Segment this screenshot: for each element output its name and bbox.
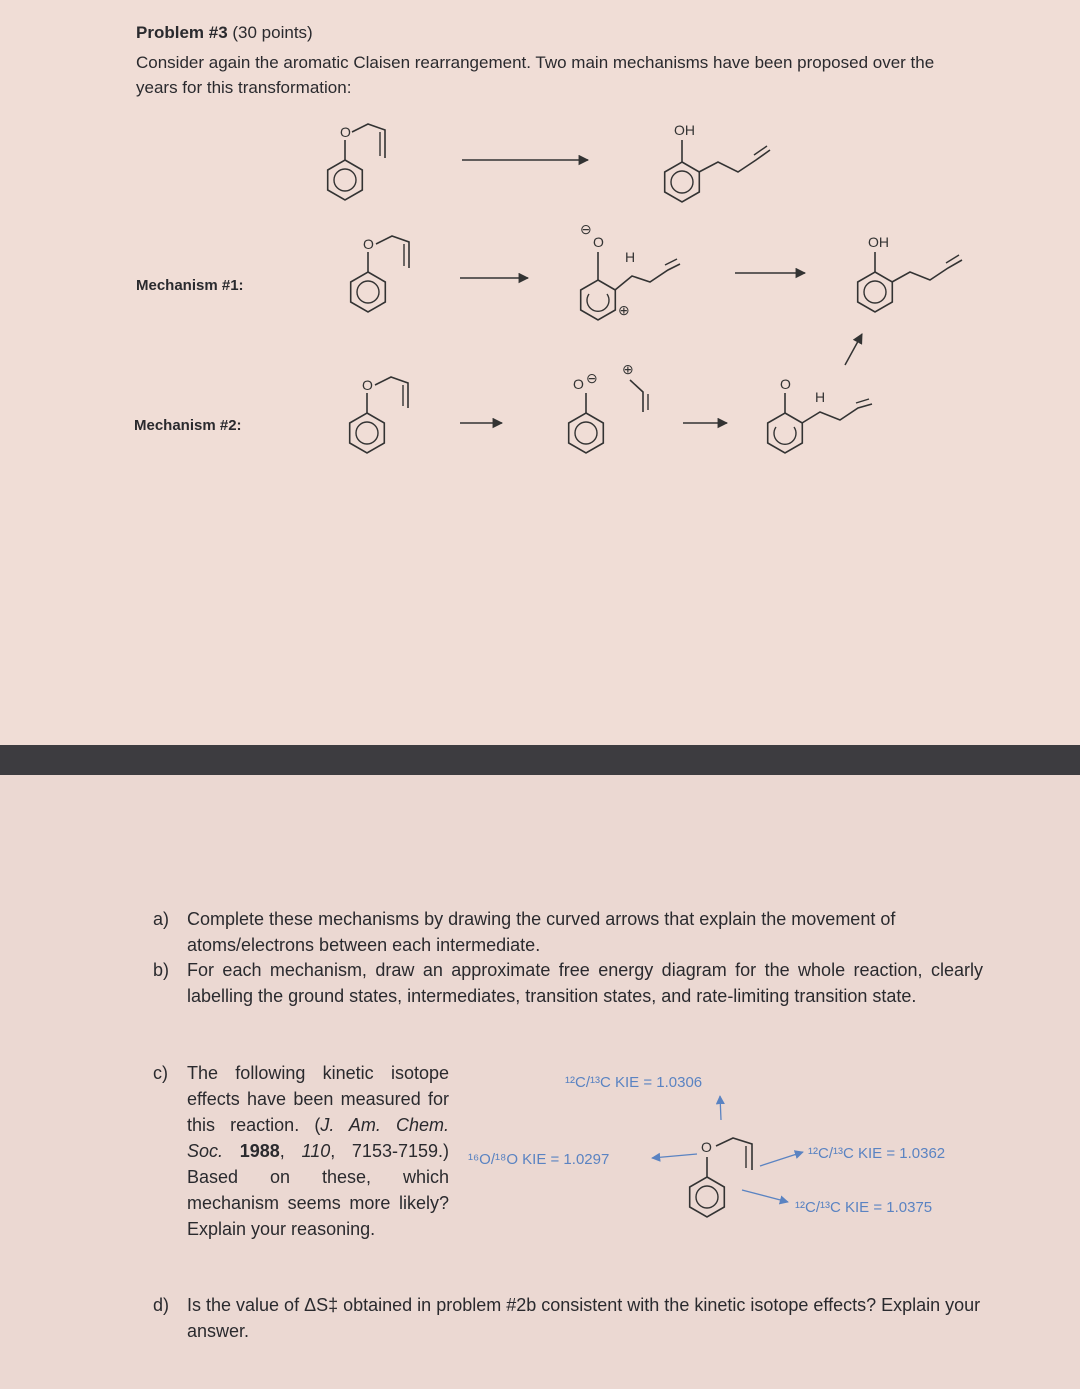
m2-negative-charge: ⊖ bbox=[586, 370, 598, 386]
m2-to-product-arrow bbox=[845, 334, 862, 365]
mechanism-1-label: Mechanism #1: bbox=[136, 277, 244, 294]
hydroxyl-label: OH bbox=[674, 122, 695, 138]
kie-ether-oxygen: O bbox=[701, 1139, 712, 1155]
question-c-text-2: , 7153-7159.) Based on these, which mechanism seems more likely? Explain your reasoning. bbox=[187, 1141, 449, 1239]
m1-ipso-hydrogen: H bbox=[625, 249, 636, 265]
question-a-text: Complete these mechanisms by drawing the curved arrows that explain the movement of atoms/electrons between each intermediate. bbox=[187, 909, 896, 955]
question-b-text: For each mechanism, draw an approximate free energy diagram for the whole reaction, clearly labelling the ground states, intermediates, transition states, and rate-limiting transition state. bbox=[187, 960, 983, 1006]
kie-oxygen-arrow bbox=[652, 1154, 697, 1158]
m1-ether-oxygen: O bbox=[363, 236, 374, 252]
question-c-letter: c) bbox=[153, 1063, 168, 1083]
kie-terminal-arrow bbox=[760, 1152, 803, 1166]
m2-dienone-intermediate bbox=[768, 376, 872, 453]
m1-starting-ether bbox=[351, 236, 409, 312]
question-c-text-1: The following kinetic isotope effects have been measured for this reaction. ( bbox=[187, 1063, 449, 1135]
m2-ipso-hydrogen: H bbox=[815, 389, 826, 405]
question-c-volume: 110 bbox=[301, 1141, 331, 1161]
m2-ether-oxygen: O bbox=[362, 377, 373, 393]
question-b-letter: b) bbox=[153, 960, 170, 980]
kie-top-label: ¹²C/¹³C KIE = 1.0306 bbox=[565, 1074, 703, 1091]
question-d-letter: d) bbox=[153, 1295, 170, 1315]
problem-intro: Consider again the aromatic Claisen rearrangement. Two main mechanisms have been proposed over the years for this transformation: bbox=[136, 53, 935, 97]
question-c-text: The following kinetic isotope effects have been measured for this reaction. (J. Am. Chem. Soc. 1988, 110, 7153-7159.) Based on these, which mechanism seems more likely? Explain your reasoning. bbox=[187, 1063, 449, 1239]
allyl-phenyl-ether-structure bbox=[328, 124, 385, 200]
kie-ring-label: ¹²C/¹³C KIE = 1.0375 bbox=[795, 1199, 933, 1216]
m2-starting-ether bbox=[350, 377, 408, 453]
m2-carbonyl-oxygen: O bbox=[780, 376, 791, 392]
m1-product-hydroxyl: OH bbox=[868, 234, 889, 250]
m2-allyl-cation-charge: ⊕ bbox=[622, 361, 634, 377]
kie-substrate-structure bbox=[690, 1138, 752, 1217]
m2-ion-pair bbox=[569, 361, 648, 453]
problem-title-points: (30 points) bbox=[227, 23, 313, 42]
m1-zwitterion-intermediate bbox=[580, 221, 680, 320]
ether-oxygen-atom: O bbox=[340, 124, 351, 140]
m1-negative-charge: ⊖ bbox=[580, 221, 592, 237]
question-c-journal: J. Am. Chem. Soc. bbox=[187, 1115, 449, 1161]
m2-phenoxide-oxygen: O bbox=[573, 376, 584, 392]
question-a-letter: a) bbox=[153, 909, 170, 929]
m1-product-phenol bbox=[858, 234, 962, 312]
problem-title-bold: Problem #3 bbox=[136, 23, 228, 42]
m1-positive-charge: ⊕ bbox=[618, 302, 630, 318]
kie-ring-arrow bbox=[742, 1190, 788, 1202]
kie-top-arrow bbox=[720, 1096, 721, 1120]
kie-oxygen-label: ¹⁶O/¹⁸O KIE = 1.0297 bbox=[468, 1151, 610, 1168]
question-c-year: 1988 bbox=[239, 1141, 280, 1161]
kie-terminal-label: ¹²C/¹³C KIE = 1.0362 bbox=[808, 1145, 946, 1162]
allylphenol-product-structure bbox=[665, 122, 770, 202]
question-d-text: Is the value of ΔS‡ obtained in problem #2b consistent with the kinetic isotope effects? Explain your answer. bbox=[187, 1295, 981, 1341]
m1-phenoxide-oxygen: O bbox=[593, 234, 604, 250]
mechanism-2-label: Mechanism #2: bbox=[134, 417, 242, 434]
